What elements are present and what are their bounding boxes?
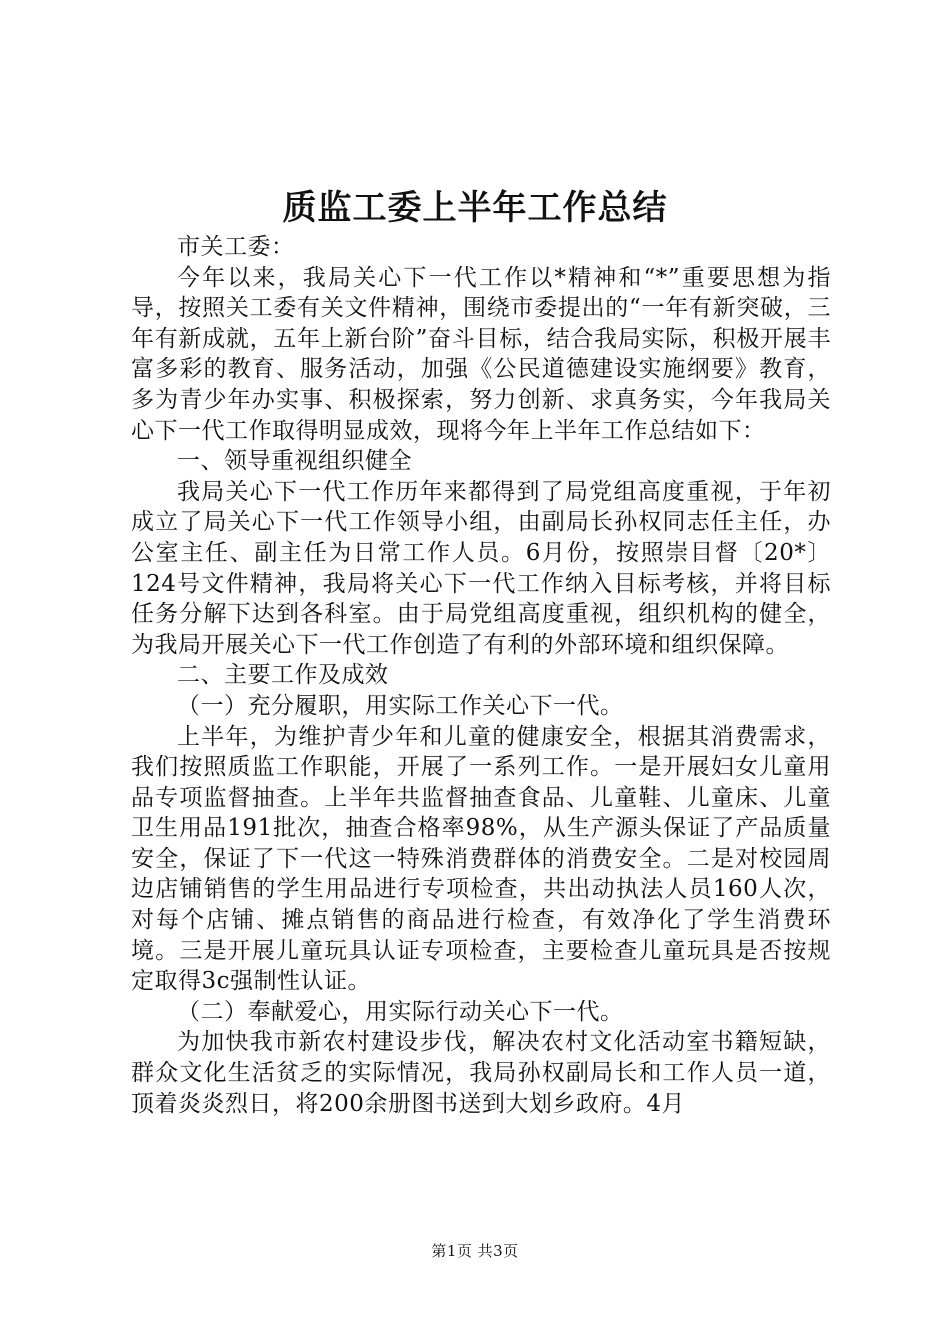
subsection-heading-2: （二）奉献爱心，用实际行动关心下一代。: [177, 998, 624, 1025]
section-heading-1: 一、领导重视组织健全: [177, 448, 412, 475]
salutation: 市关工委：: [177, 234, 295, 260]
body-paragraph: 我局关心下一代工作历年来都得到了局党组高度重视，于年初成立了局关心下一代工作领导小组，由副局长孙权同志任主任，办公室主任、副主任为日常工作人员。6月份，按照崇目督〔20*〕124号文件精神，我局将关心下一代工作纳入目标考核，并将目标任务分解下达到各科室。由于局党组高度重视，组织机构的健全，为我局开展关心下一代工作创造了有利的外部环境和组织保障。: [131, 478, 831, 658]
document-body: [131, 232, 831, 1119]
body-paragraph: 为加快我市新农村建设步伐，解决农村文化活动室书籍短缺，群众文化生活贫乏的实际情况，我局孙权副局长和工作人员一道，顶着炎炎烈日，将200余册图书送到大划乡政府。4月: [131, 1029, 831, 1117]
section-heading-2: 二、主要工作及成效: [177, 662, 389, 689]
page-footer: 第1页 共3页: [431, 1242, 519, 1260]
subsection-heading-1: （一）充分履职，用实际工作关心下一代。: [177, 692, 624, 719]
intro-paragraph: 今年以来，我局关心下一代工作以*精神和“*”重要思想为指导，按照关工委有关文件精神，围绕市委提出的“一年有新突破，三年有新成就，五年上新台阶”奋斗目标，结合我局实际，积极开展丰富多彩的教育、服务活动，加强《公民道德建设实施纲要》教育，多为青少年办实事、积极探索，努力创新、求真务实，今年我局关心下一代工作取得明显成效，现将今年上半年工作总结如下：: [131, 264, 831, 444]
document-title: 质监工委上半年工作总结: [282, 188, 668, 228]
body-paragraph: 上半年，为维护青少年和儿童的健康安全，根据其消费需求，我们按照质监工作职能，开展了一系列工作。一是开展妇女儿童用品专项监督抽查。上半年共监督抽查食品、儿童鞋、儿童床、儿童卫生用品191批次，抽查合格率98%，从生产源头保证了产品质量安全，保证了下一代这一特殊消费群体的消费安全。二是对校园周边店铺销售的学生用品进行专项检查，共出动执法人员160人次，对每个店铺、摊点销售的商品进行检查，有效净化了学生消费环境。三是开展儿童玩具认证专项检查，主要检查儿童玩具是否按规定取得3c强制性认证。: [131, 723, 831, 995]
